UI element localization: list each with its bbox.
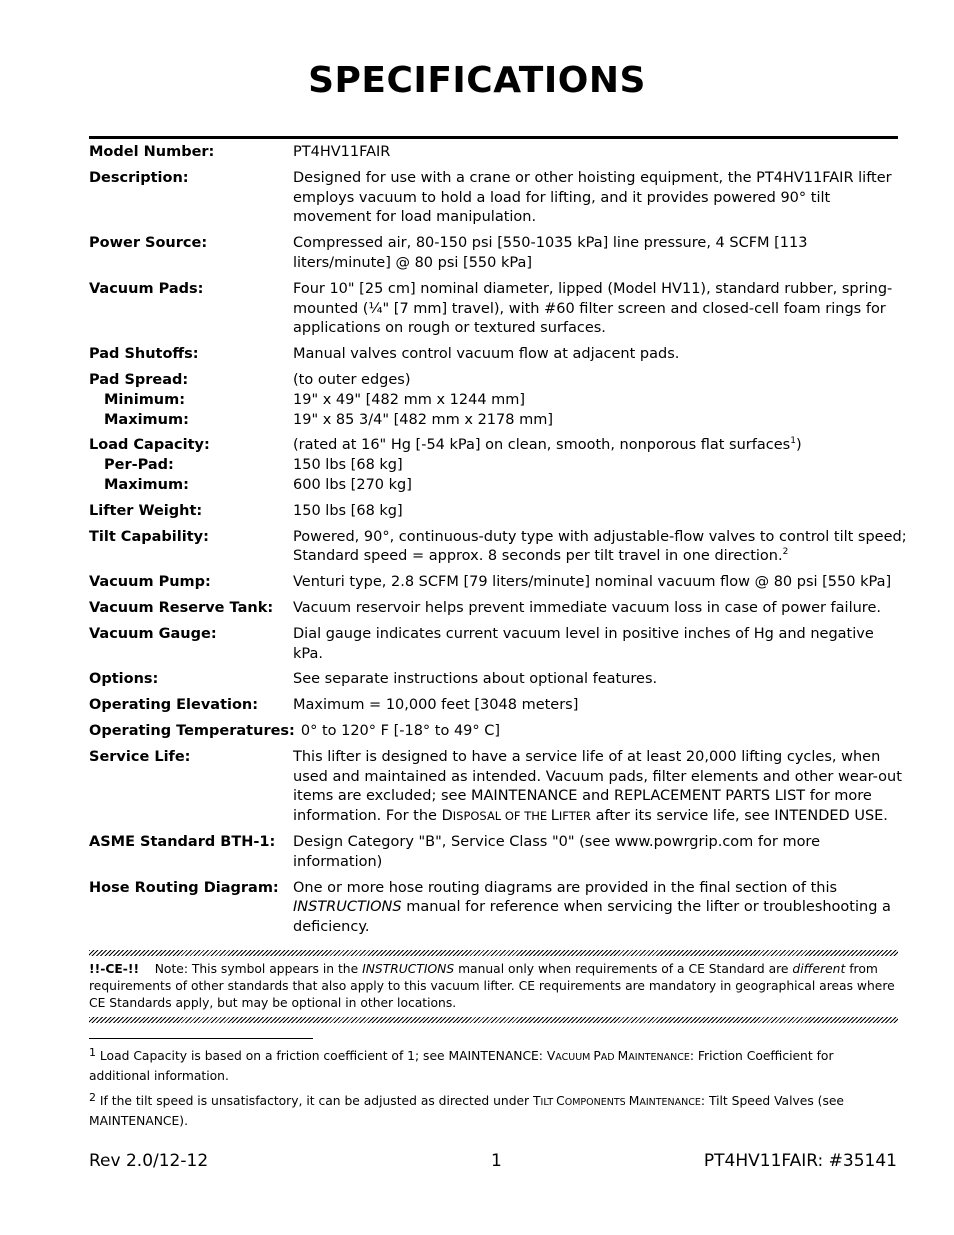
spec-value: PT4HV11FAIR	[293, 144, 391, 160]
footnote-number: 2	[89, 1091, 96, 1104]
footnote-text: : Friction Coefficient for additional information.	[89, 1049, 834, 1083]
spec-label: Tilt Capability:	[89, 528, 209, 545]
spec-label: Lifter Weight:	[89, 502, 203, 519]
spec-value-maximum: 600 lbs [270 kg]	[293, 476, 412, 493]
spec-row-power-source	[89, 234, 907, 274]
spec-value: 0° to 120° F [-18° to 49° C]	[300, 722, 501, 739]
spec-value: Compressed air, 80-150 psi [550-1035 kPa] line pressure, 4 SCFM [113 liters/minute] @ 80 psi [550 kPa]	[293, 235, 808, 271]
ce-border-bottom	[89, 1017, 898, 1023]
small-caps: AINTENANCE	[639, 1097, 701, 1108]
spec-row-pad-spread	[89, 371, 907, 430]
spec-value-text: Powered, 90°, continuous-duty type with adjustable-flow valves to control tilt speed; Standard speed = approx. 8 seconds per tilt travel in one direction.	[293, 528, 907, 565]
cap-letter: V	[546, 1049, 556, 1063]
title-rule	[89, 136, 898, 139]
ce-mark: !!-CE-!!	[89, 962, 140, 976]
small-caps: ILT	[540, 1097, 557, 1108]
footnote-text: If the tilt speed is unsatisfactory, it can be adjusted as directed under	[96, 1094, 534, 1108]
footnote-rule	[89, 1038, 313, 1039]
spec-row-operating-elevation	[89, 696, 907, 716]
spec-row-vacuum-pump	[89, 573, 907, 593]
spec-sublabel-per-pad: Per-Pad:	[104, 457, 174, 474]
small-caps: IFTER	[558, 809, 591, 824]
small-caps: AINTENANCE	[628, 1052, 690, 1063]
spec-label	[89, 436, 293, 495]
spec-value: Venturi type, 2.8 SCFM [79 liters/minute] nominal vacuum flow @ 80 psi [550 kPa]	[293, 574, 892, 591]
spec-value-text: One or more hose routing diagrams are provided in the final section of this	[293, 879, 838, 896]
spec-value: Maximum = 10,000 feet [3048 meters]	[293, 697, 579, 714]
spec-label-main: Load Capacity:	[89, 437, 210, 454]
ce-italic: INSTRUCTIONS	[362, 962, 455, 976]
spec-row-pad-shutoffs	[89, 345, 907, 365]
spec-value-maximum: 19" x 85 3/4" [482 mm x 2178 mm]	[293, 411, 554, 428]
spec-value: Design Category "B", Service Class "0" (see www.powrgrip.com for more information)	[293, 833, 820, 870]
spec-label: Vacuum Gauge:	[89, 625, 217, 642]
spec-value	[293, 528, 907, 568]
spec-value-text: after its service life, see INTENDED USE.	[590, 808, 888, 825]
spec-value-minimum: 19" x 49" [482 mm x 1244 mm]	[293, 391, 526, 408]
footnote-ref: 2	[782, 547, 789, 558]
spec-value: Manual valves control vacuum flow at adjacent pads.	[293, 346, 680, 363]
spec-value: See separate instructions about optional features.	[293, 671, 658, 688]
spec-label: Operating Temperatures:	[89, 722, 295, 739]
cap-letter: M	[617, 1049, 629, 1063]
spec-label: Power Source:	[89, 235, 208, 252]
ce-note	[89, 961, 905, 1011]
spec-label: Vacuum Pump:	[89, 574, 211, 591]
revision-label: Rev 2.0/12-12	[89, 1151, 209, 1171]
italic-text: INSTRUCTIONS	[293, 899, 402, 916]
spec-value: Dial gauge indicates current vacuum level in positive inches of Hg and negative kPa.	[293, 625, 874, 662]
spec-sublabel-maximum: Maximum:	[104, 476, 189, 493]
spec-row-vacuum-gauge	[89, 625, 907, 665]
spec-row-options	[89, 670, 907, 690]
small-caps-text	[442, 808, 591, 824]
spec-value-text: manual for reference when servicing the lifter or troubleshooting a deficiency.	[293, 899, 891, 936]
small-caps: ACUUM	[555, 1052, 594, 1063]
spec-row-operating-temperatures	[89, 722, 907, 742]
cap-letter: M	[628, 1094, 640, 1108]
spec-label: ASME Standard BTH-1:	[89, 833, 276, 850]
spec-row-vacuum-pads	[89, 280, 907, 339]
spec-value	[293, 748, 907, 827]
spec-label: Vacuum Pads:	[89, 280, 204, 297]
spec-value-text: This lifter is designed to have a service life of at least 20,000 lifting cycles, when used and maintained as intended. Vacuum pads, filter elements and other wear-out items are excluded; see MAINTENANCE and REPLACEMENT PARTS LIST for more information. For the	[293, 748, 902, 825]
small-caps: ISPOSAL OF THE	[452, 809, 551, 824]
footnote-2	[89, 1092, 889, 1130]
spec-value: Vacuum reservoir helps prevent immediate vacuum loss in case of power failure.	[293, 599, 881, 616]
cap-letter: T	[533, 1094, 541, 1108]
page-title: SPECIFICATIONS	[308, 60, 646, 101]
spec-value-per-pad: 150 lbs [68 kg]	[293, 457, 403, 474]
footnote-1	[89, 1047, 889, 1085]
page-number: 1	[491, 1151, 502, 1171]
footnote-text: : Tilt Speed Valves (see MAINTENANCE).	[89, 1094, 844, 1128]
spec-value-note: (to outer edges)	[293, 371, 411, 388]
spec-value-text: )	[795, 437, 802, 454]
spec-label-main: Pad Spread:	[89, 371, 189, 388]
spec-row-lifter-weight	[89, 502, 907, 522]
footnote-ref: 1	[790, 436, 796, 447]
cap-letter: L	[550, 808, 559, 825]
footnote-text: Load Capacity is based on a friction coefficient of 1; see MAINTENANCE:	[96, 1049, 547, 1063]
spec-label: Options:	[89, 671, 159, 688]
document-id: PT4HV11FAIR: #35141	[703, 1151, 897, 1171]
spec-row-hose-routing	[89, 879, 907, 938]
spec-row-description	[89, 169, 907, 228]
spec-label: Hose Routing Diagram:	[89, 879, 279, 896]
spec-row-tilt-capability	[89, 528, 907, 568]
spec-value: Four 10" [25 cm] nominal diameter, lipped (Model HV11), standard rubber, spring-mounted (¼" [7 mm] travel), with #60 filter screen and closed-cell foam rings for applications on rough or textured surfaces.	[293, 280, 893, 337]
specifications-table	[89, 143, 907, 944]
spec-value	[293, 436, 907, 495]
ce-text: from requirements of other standards that also apply to this vacuum lifter. CE requirements are mandatory in geographical areas where CE Standards apply, but may be optional in other locations.	[89, 962, 895, 1010]
spec-row-service-life	[89, 748, 907, 827]
spec-label: Operating Elevation:	[89, 697, 259, 714]
cap-letter: C	[556, 1094, 565, 1108]
spec-sublabel-maximum: Maximum:	[104, 411, 189, 428]
spec-row-vacuum-reserve-tank	[89, 599, 907, 619]
spec-label: Description:	[89, 169, 189, 186]
ce-text: Note: This symbol appears in the	[154, 962, 363, 976]
spec-row-load-capacity	[89, 436, 907, 495]
spec-value	[293, 371, 907, 430]
spec-label	[89, 371, 293, 430]
footnote-number: 1	[89, 1046, 96, 1059]
cap-letter: D	[441, 808, 453, 825]
spec-label: Vacuum Reserve Tank:	[89, 599, 274, 616]
spec-value-text: (rated at 16" Hg [-54 kPa] on clean, smooth, nonporous flat surfaces	[293, 437, 791, 454]
ce-italic: different	[792, 962, 846, 976]
spec-label: Model Number:	[89, 144, 215, 160]
spec-value	[293, 879, 907, 938]
spec-label: Pad Shutoffs:	[89, 346, 199, 363]
spec-value: Designed for use with a crane or other hoisting equipment, the PT4HV11FAIR lifter employs vacuum to hold a load for lifting, and it provides powered 90° tilt movement for load manipulation.	[293, 169, 892, 226]
spec-row-model	[89, 143, 907, 163]
spec-value: 150 lbs [68 kg]	[293, 502, 403, 519]
spec-value-note	[293, 436, 907, 456]
spec-sublabel-minimum: Minimum:	[104, 391, 186, 408]
small-caps: AD	[600, 1052, 618, 1063]
ce-text: manual only when requirements of a CE Standard are	[454, 962, 793, 976]
ce-border-top	[89, 950, 898, 956]
spec-row-asme-standard	[89, 833, 907, 873]
spec-label: Service Life:	[89, 748, 191, 765]
cap-letter: P	[593, 1049, 601, 1063]
small-caps: OMPONENTS	[564, 1097, 629, 1108]
